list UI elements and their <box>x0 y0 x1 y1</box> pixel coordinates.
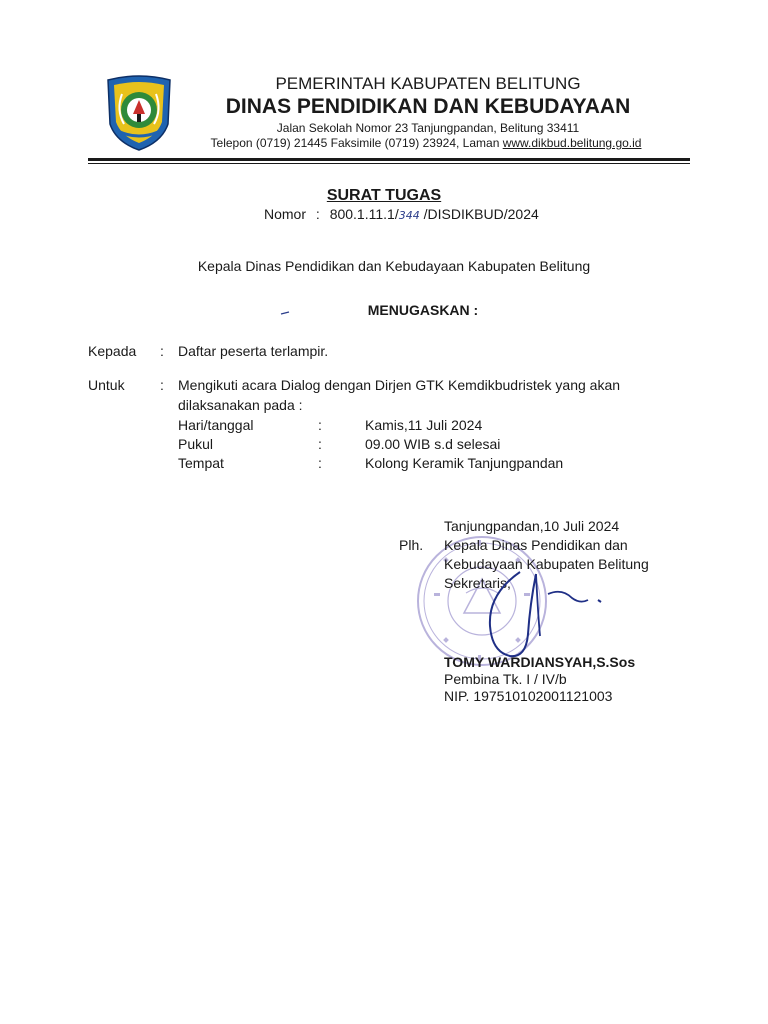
assignment-heading: MENUGASKAN : <box>367 302 479 318</box>
untuk-colon: : <box>160 377 164 393</box>
document-number-colon: : <box>315 206 320 222</box>
untuk-label: Untuk <box>88 377 125 393</box>
detail-value-place: Kolong Keramik Tanjungpandan <box>365 455 564 471</box>
letterhead-government: PEMERINTAH KABUPATEN BELITUNG <box>275 74 581 93</box>
detail-colon-time: : <box>318 436 322 452</box>
kepada-colon: : <box>160 343 164 359</box>
detail-colon-date: : <box>318 417 322 433</box>
detail-value-date: Kamis,11 Juli 2024 <box>365 417 483 433</box>
detail-colon-place: : <box>318 455 322 471</box>
issuer-line: Kepala Dinas Pendidikan dan Kebudayaan Kabupaten Belitung <box>197 258 591 274</box>
signature-position-3: Sekretaris, <box>444 575 511 591</box>
detail-label-place: Tempat <box>178 455 224 471</box>
untuk-line-1: Mengikuti acara Dialog dengan Dirjen GTK Kemdikbudristek yang akan <box>178 377 621 393</box>
letterhead-office: DINAS PENDIDIKAN DAN KEBUDAYAAN <box>225 95 631 118</box>
document-number-handwritten: 344 <box>398 209 420 222</box>
signatory-rank: Pembina Tk. I / IV/b <box>444 671 567 687</box>
kepada-value: Daftar peserta terlampir. <box>178 343 329 359</box>
letterhead-address: Jalan Sekolah Nomor 23 Tanjungpandan, Belitung 33411 <box>276 121 580 135</box>
kepada-label: Kepada <box>88 343 137 359</box>
detail-label-date: Hari/tanggal <box>178 417 254 433</box>
letterhead-divider-thin <box>88 163 690 164</box>
detail-value-time: 09.00 WIB s.d selesai <box>365 436 501 452</box>
signature-plh: Plh. <box>399 537 424 553</box>
signature-position-2: Kebudayaan Kabupaten Belitung <box>444 556 649 572</box>
signature-place-date: Tanjungpandan,10 Juli 2024 <box>444 518 620 534</box>
document-number-label: Nomor <box>264 206 307 222</box>
document-number <box>264 206 539 222</box>
letterhead-website-link[interactable]: www.dikbud.belitung.go.id <box>502 136 642 150</box>
document-number-prefix: 800.1.11.1/ <box>329 206 399 222</box>
signature-position-1: Kepala Dinas Pendidikan dan <box>444 537 628 553</box>
detail-label-time: Pukul <box>178 436 214 452</box>
signatory-name: TOMY WARDIANSYAH,S.Sos <box>444 654 636 670</box>
letterhead-contact <box>176 136 676 150</box>
letterhead-divider-thick <box>88 158 690 161</box>
signatory-nip: NIP. 197510102001121003 <box>444 688 613 704</box>
belitung-regency-logo <box>104 74 174 152</box>
letterhead-contact-text: Telepon (0719) 21445 Faksimile (0719) 23924, Laman <box>210 136 503 150</box>
document-title: SURAT TUGAS <box>326 187 442 204</box>
document-number-suffix: /DISDIKBUD/2024 <box>419 206 539 222</box>
untuk-line-2: dilaksanakan pada : <box>178 397 303 413</box>
